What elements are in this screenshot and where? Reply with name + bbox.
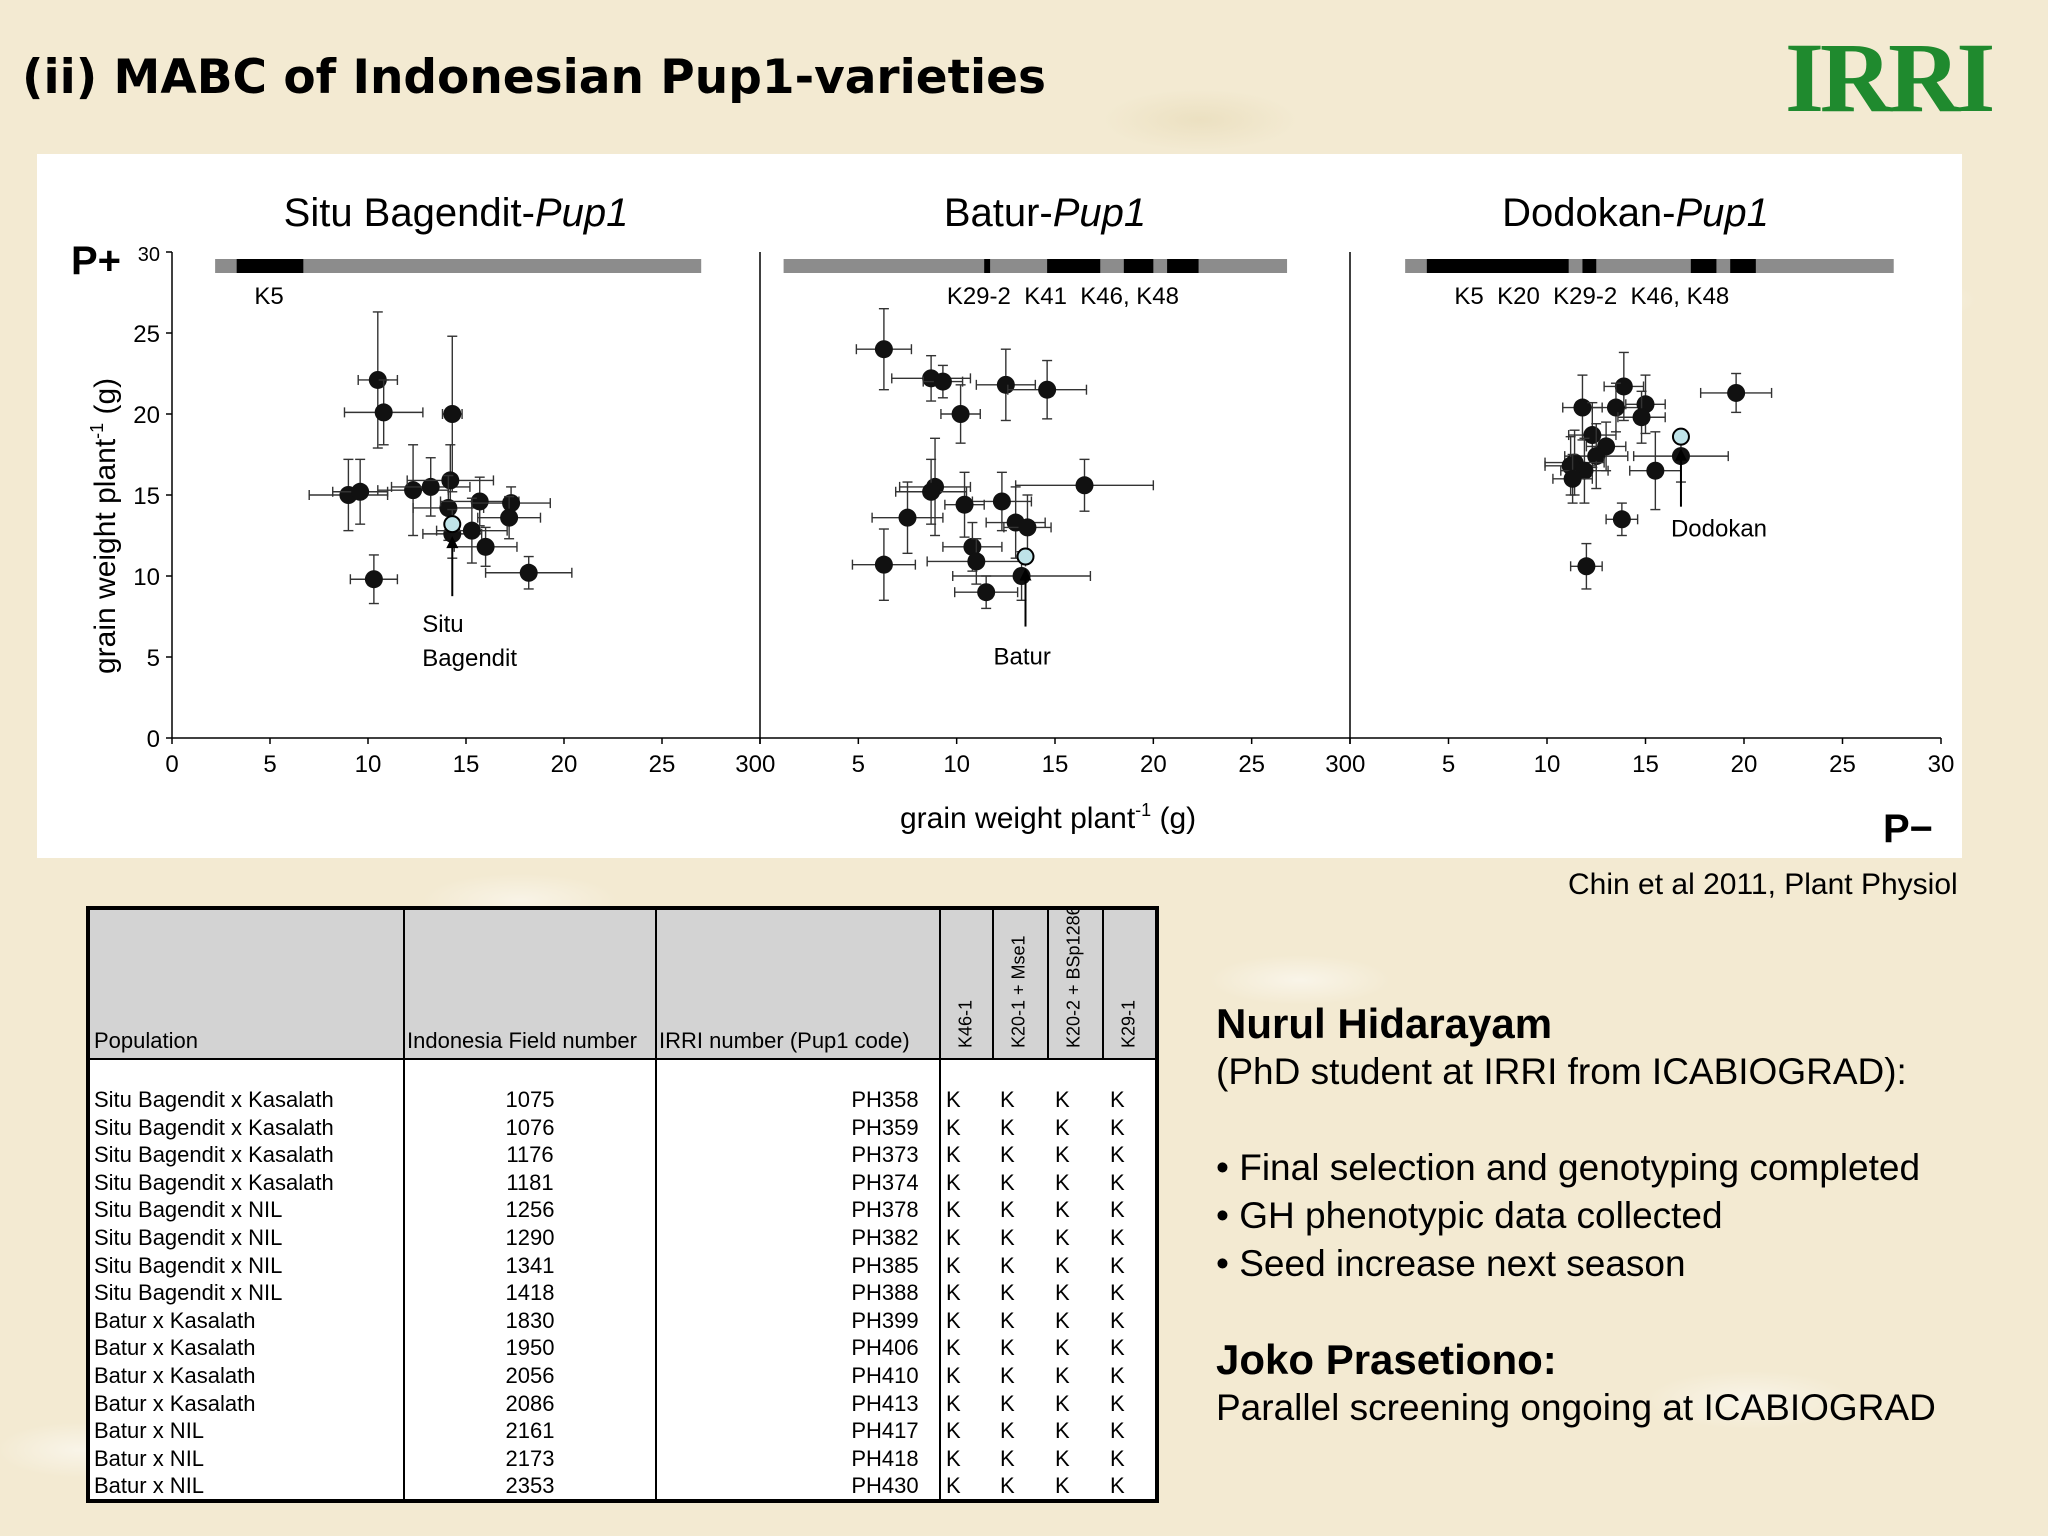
student2-role: Parallel screening ongoing at ICABIOGRAD: [1216, 1387, 1936, 1428]
cell-irri-number: PH374: [851, 1169, 919, 1195]
y-tick-label: 0: [146, 726, 160, 753]
p-minus-label: P−: [1883, 807, 1934, 851]
cell-marker: K: [946, 1307, 961, 1333]
cell-marker: K: [1055, 1142, 1070, 1168]
marker-label: K29-2 K41 K46, K48: [946, 283, 1180, 310]
table-row: [90, 1362, 1155, 1390]
cell-marker: K: [1110, 1280, 1125, 1306]
cell-marker: K: [1000, 1307, 1015, 1333]
cell-irri-number: PH359: [851, 1114, 919, 1140]
cell-population: Batur x Kasalath: [94, 1362, 256, 1388]
cell-marker: K: [1055, 1169, 1070, 1195]
citation: Chin et al 2011, Plant Physiol: [1568, 868, 1958, 901]
cell-marker: K: [1055, 1280, 1070, 1306]
cell-field-number: 2353: [505, 1473, 555, 1499]
table-row: [90, 1224, 1155, 1252]
cell-marker: K: [1055, 1335, 1070, 1361]
header-irri-number: IRRI number (Pup1 code): [659, 1028, 910, 1053]
cell-field-number: 1418: [505, 1280, 555, 1306]
cell-marker: K: [1055, 1418, 1070, 1444]
data-point: [1646, 462, 1664, 480]
parent-point: [1673, 429, 1689, 445]
cell-marker: K: [946, 1362, 961, 1388]
cell-irri-number: PH418: [851, 1445, 919, 1471]
cell-marker: K: [1055, 1087, 1070, 1112]
x-tick-label: 0: [165, 751, 179, 778]
parent-point: [444, 516, 460, 532]
cell-marker: K: [946, 1418, 961, 1444]
data-point: [875, 340, 893, 358]
data-point: [977, 583, 995, 601]
cell-irri-number: PH373: [851, 1142, 919, 1168]
cell-population: Batur x NIL: [94, 1445, 205, 1471]
cell-marker: K: [1055, 1445, 1070, 1471]
cell-marker: K: [1110, 1169, 1125, 1195]
marker-segment: [1124, 259, 1154, 273]
table-row: [90, 1252, 1155, 1280]
cell-marker: K: [946, 1473, 961, 1499]
cell-population: Situ Bagendit x NIL: [94, 1197, 283, 1223]
data-point: [993, 492, 1011, 510]
cell-marker: K: [946, 1114, 961, 1140]
data-point: [365, 570, 383, 588]
cell-marker: K: [1000, 1114, 1015, 1140]
cell-marker: K: [1110, 1307, 1125, 1333]
cell-population: Batur x NIL: [94, 1473, 205, 1499]
data-point: [1577, 557, 1595, 575]
table-row: [90, 1196, 1155, 1224]
parent-label: Batur: [993, 643, 1051, 671]
cell-field-number: 1256: [505, 1197, 555, 1223]
data-point: [441, 471, 459, 489]
cell-population: Situ Bagendit x Kasalath: [94, 1169, 334, 1195]
header-field-number: Indonesia Field number: [407, 1028, 637, 1053]
cell-marker: K: [1110, 1197, 1125, 1223]
cell-irri-number: PH382: [851, 1224, 919, 1250]
cell-irri-number: PH358: [851, 1087, 919, 1112]
cell-marker: K: [946, 1224, 961, 1250]
marker-segment: [1582, 259, 1596, 273]
cell-field-number: 1075: [505, 1087, 555, 1112]
table-row: [90, 1417, 1155, 1445]
x-tick-label: 20: [1730, 751, 1758, 778]
data-point: [875, 556, 893, 574]
header-marker-k46: K46-1: [955, 999, 976, 1048]
cell-marker: K: [1110, 1335, 1125, 1361]
cell-marker: K: [1110, 1445, 1125, 1471]
spacer: [1216, 1096, 1936, 1144]
cell-marker: K: [1000, 1087, 1015, 1112]
data-point: [1564, 470, 1582, 488]
cell-population: Situ Bagendit x NIL: [94, 1252, 283, 1278]
x-tick-label: 15: [452, 751, 480, 778]
y-tick-label: 20: [133, 402, 160, 429]
data-point: [375, 403, 393, 421]
cell-irri-number: PH413: [851, 1390, 919, 1416]
data-point: [934, 373, 952, 391]
x-tick-label: 15: [1041, 751, 1069, 778]
cell-marker: K: [1000, 1142, 1015, 1168]
student2-name: Joko Prasetiono:: [1216, 1336, 1557, 1383]
cell-marker: K: [946, 1252, 961, 1278]
data-point: [443, 405, 461, 423]
data-point: [477, 538, 495, 556]
scatter-charts: [37, 154, 1962, 858]
table-row: [90, 1390, 1155, 1418]
cell-irri-number: PH410: [851, 1362, 919, 1388]
y-tick-label: 25: [133, 321, 160, 348]
irri-logo: IRRI: [1785, 22, 1992, 133]
cell-field-number: 1950: [505, 1335, 555, 1361]
genotype-table: [86, 906, 1159, 1503]
x-tick-label: 5: [1441, 751, 1456, 778]
cell-field-number: 1181: [506, 1169, 554, 1195]
chromosome-bar: [784, 259, 1287, 273]
data-point: [463, 522, 481, 540]
cell-marker: K: [1055, 1197, 1070, 1223]
cell-marker: K: [1000, 1418, 1015, 1444]
cell-marker: K: [1000, 1390, 1015, 1416]
cell-marker: K: [1000, 1445, 1015, 1471]
cell-marker: K: [1110, 1390, 1125, 1416]
parent-label: Bagendit: [422, 645, 518, 673]
cell-population: Batur x Kasalath: [94, 1390, 256, 1416]
table-row: [90, 1445, 1155, 1473]
info-panel: [1216, 1000, 1936, 1432]
cell-marker: K: [1000, 1280, 1015, 1306]
data-point: [520, 564, 538, 582]
cell-population: Situ Bagendit x NIL: [94, 1280, 283, 1306]
marker-segment: [1730, 259, 1756, 273]
marker-segment: [1167, 259, 1198, 273]
cell-marker: K: [1055, 1224, 1070, 1250]
marker-segment: [1427, 259, 1569, 273]
cell-marker: K: [946, 1197, 961, 1223]
chart-title: Dodokan-Pup1: [1502, 191, 1769, 235]
data-point: [956, 496, 974, 514]
x-tick-label: 0: [1352, 751, 1366, 778]
data-point: [997, 376, 1015, 394]
cell-field-number: 2056: [505, 1362, 555, 1388]
cell-marker: K: [1000, 1197, 1015, 1223]
data-point: [1727, 384, 1745, 402]
cell-field-number: 1830: [505, 1307, 555, 1333]
cell-marker: K: [1000, 1473, 1015, 1499]
y-tick-label: 30: [137, 244, 160, 266]
cell-irri-number: PH406: [851, 1335, 919, 1361]
header-population: Population: [94, 1028, 198, 1053]
cell-marker: K: [1055, 1473, 1070, 1499]
cell-marker: K: [946, 1142, 961, 1168]
cell-field-number: 2086: [505, 1390, 555, 1416]
data-point: [952, 405, 970, 423]
y-tick-label: 15: [133, 483, 160, 510]
chart-title: Batur-Pup1: [943, 191, 1147, 235]
data-point: [1018, 518, 1036, 536]
y-axis-label: grain weight plant$^{-1}$ (g): [87, 377, 122, 674]
cell-population: Situ Bagendit x Kasalath: [94, 1114, 334, 1140]
x-tick-label: 10: [1533, 751, 1561, 778]
marker-segment: [1047, 259, 1100, 273]
data-point: [1583, 426, 1601, 444]
data-point: [1633, 408, 1651, 426]
data-point: [967, 552, 985, 570]
cell-marker: K: [1000, 1335, 1015, 1361]
cell-population: Batur x NIL: [94, 1418, 205, 1444]
scatter-chart-panel: [37, 154, 1962, 858]
data-point: [899, 509, 917, 527]
data-point: [1607, 399, 1625, 417]
cell-marker: K: [1110, 1142, 1125, 1168]
x-tick-label: 30: [735, 751, 762, 778]
cell-field-number: 2161: [505, 1418, 555, 1444]
marker-segment: [984, 259, 990, 273]
x-tick-label: 25: [648, 751, 676, 778]
cell-marker: K: [1055, 1114, 1070, 1140]
marker-segment: [237, 259, 304, 273]
cell-marker: K: [946, 1390, 961, 1416]
cell-field-number: 2173: [505, 1445, 555, 1471]
cell-marker: K: [946, 1335, 961, 1361]
header-marker-k29: K29-1: [1118, 999, 1139, 1048]
bullet-item: • GH phenotypic data collected: [1216, 1195, 1723, 1236]
cell-marker: K: [1110, 1252, 1125, 1278]
cell-marker: K: [1055, 1307, 1070, 1333]
page-title: (ii) MABC of Indonesian Pup1-varieties: [22, 50, 1047, 105]
x-tick-label: 25: [1238, 751, 1266, 778]
cell-field-number: 1076: [505, 1114, 555, 1140]
x-tick-label: 25: [1829, 751, 1856, 778]
cell-marker: K: [1000, 1252, 1015, 1278]
parent-label: Dodokan: [1670, 515, 1768, 543]
x-tick-label: 5: [851, 751, 866, 778]
cell-marker: K: [1055, 1362, 1070, 1388]
cell-marker: K: [1000, 1362, 1015, 1388]
cell-marker: K: [1110, 1114, 1125, 1140]
bullet-item: • Seed increase next season: [1216, 1243, 1686, 1284]
data-point: [1038, 381, 1056, 399]
x-tick-label: 0: [762, 751, 776, 778]
marker-label: K5: [254, 283, 284, 310]
x-axis-label: grain weight plant$^{-1}$ (g): [900, 800, 1197, 835]
cell-marker: K: [1000, 1169, 1015, 1195]
cell-marker: K: [946, 1280, 961, 1306]
cell-irri-number: PH385: [851, 1252, 919, 1278]
student1-name: Nurul Hidarayam: [1216, 1000, 1553, 1047]
y-tick-label: 10: [133, 564, 160, 591]
table-row: [90, 1086, 1155, 1114]
cell-field-number: 1176: [506, 1142, 554, 1168]
data-point: [500, 509, 518, 527]
chart-title: Situ Bagendit-Pup1: [283, 191, 629, 235]
cell-marker: K: [1110, 1473, 1125, 1499]
cell-marker: K: [1110, 1418, 1125, 1444]
cell-marker: K: [1110, 1224, 1125, 1250]
cell-population: Batur x Kasalath: [94, 1335, 256, 1361]
spacer: [1216, 1288, 1936, 1336]
cell-marker: K: [1000, 1224, 1015, 1250]
cell-marker: K: [1110, 1087, 1125, 1112]
data-point: [471, 492, 489, 510]
cell-marker: K: [1055, 1390, 1070, 1416]
p-plus-label: P+: [71, 239, 122, 283]
cell-marker: K: [946, 1087, 961, 1112]
data-point: [1615, 377, 1633, 395]
header-marker-k20-2: K20-2 + BSp1286: [1063, 905, 1084, 1048]
x-tick-label: 15: [1632, 751, 1659, 778]
data-point: [1076, 476, 1094, 494]
cell-marker: K: [1110, 1362, 1125, 1388]
student1-role: (PhD student at IRRI from ICABIOGRAD):: [1216, 1051, 1907, 1092]
table-row: [90, 1279, 1155, 1307]
cell-irri-number: PH378: [851, 1197, 919, 1223]
bullet-item: • Final selection and genotyping completed: [1216, 1147, 1921, 1188]
x-tick-label: 20: [550, 751, 578, 778]
table-row: [90, 1334, 1155, 1362]
x-tick-label: 10: [943, 751, 971, 778]
cell-irri-number: PH399: [851, 1307, 919, 1333]
data-point: [351, 483, 369, 501]
cell-population: Situ Bagendit x Kasalath: [94, 1142, 334, 1168]
cell-field-number: 1341: [505, 1252, 555, 1278]
table-row: [90, 1141, 1155, 1169]
cell-population: Situ Bagendit x Kasalath: [94, 1087, 334, 1112]
x-tick-label: 5: [263, 751, 277, 778]
table-row: [90, 1307, 1155, 1335]
marker-label: K5 K20 K29-2 K46, K48: [1454, 283, 1730, 310]
table-body: [90, 1086, 1155, 1500]
x-tick-label: 30: [1325, 751, 1352, 778]
data-point: [922, 483, 940, 501]
cell-field-number: 1290: [505, 1224, 555, 1250]
data-point: [1613, 510, 1631, 528]
y-tick-label: 5: [146, 645, 160, 672]
cell-population: Batur x Kasalath: [94, 1307, 256, 1333]
x-tick-label: 10: [354, 751, 382, 778]
header-marker-k20-1: K20-1 + Mse1: [1008, 935, 1029, 1048]
cell-irri-number: PH430: [851, 1473, 919, 1499]
parent-label: Situ: [422, 611, 464, 639]
cell-population: Situ Bagendit x NIL: [94, 1224, 283, 1250]
marker-segment: [1691, 259, 1717, 273]
table-row: [90, 1472, 1155, 1500]
table-row: [90, 1169, 1155, 1197]
x-tick-label: 20: [1139, 751, 1167, 778]
cell-irri-number: PH388: [851, 1280, 919, 1306]
parent-point: [1018, 549, 1034, 565]
cell-marker: K: [1055, 1252, 1070, 1278]
data-point: [1573, 399, 1591, 417]
cell-marker: K: [946, 1445, 961, 1471]
table-row: [90, 1114, 1155, 1142]
cell-marker: K: [946, 1169, 961, 1195]
cell-irri-number: PH417: [851, 1418, 919, 1444]
x-tick-label: 30: [1927, 751, 1955, 778]
